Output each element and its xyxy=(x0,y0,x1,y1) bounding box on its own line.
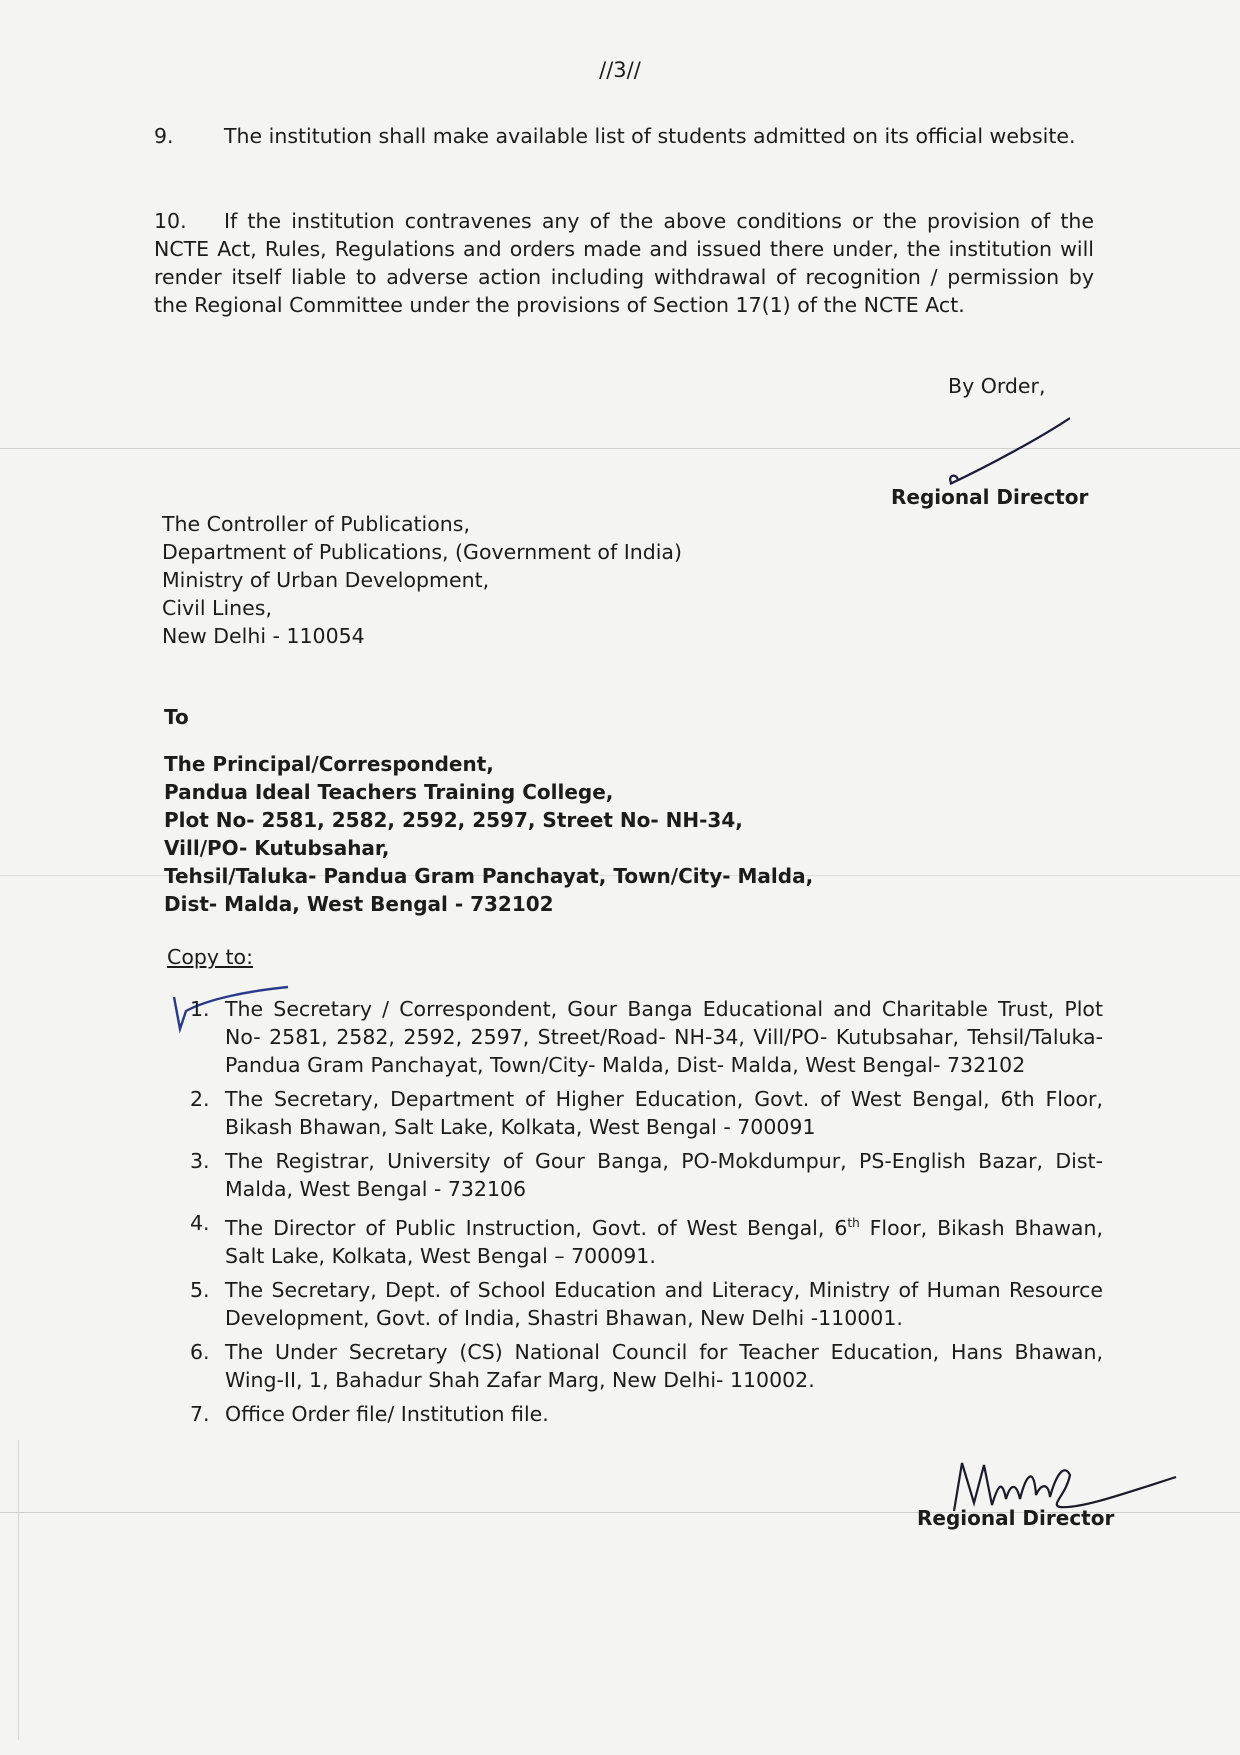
item-text-part: The Director of Public Instruction, Govt. of West Bengal, 6 xyxy=(225,1215,848,1240)
item-number: 6. xyxy=(190,1339,210,1364)
by-order: By Order, xyxy=(948,374,1046,398)
item-number: 5. xyxy=(190,1277,210,1302)
item-number: 2. xyxy=(190,1087,210,1111)
address-line: Tehsil/Taluka- Pandua Gram Panchayat, Town/City- Malda, xyxy=(164,864,814,888)
list-item xyxy=(190,1400,1103,1428)
clause-text: If the institution contravenes any of the above conditions or the provision of the NCTE Act, Rules, Regulations and orders made and issued there under, the institution will render itself liable to adverse action including withdrawal of recognition / permission by the Regional Committee under the provisions of Section 17(1) of the NCTE Act. xyxy=(154,209,1094,317)
list-item xyxy=(190,1085,1103,1141)
clause-number: 10. xyxy=(154,209,187,233)
item-number: 4. xyxy=(190,1211,210,1235)
list-item xyxy=(190,1338,1103,1394)
item-text-part: Floor, Bikash Bhawan, Salt Lake, Kolkata, West Bengal – 700091. xyxy=(225,1215,1104,1268)
item-number: 7. xyxy=(190,1401,210,1426)
address-line: The Controller of Publications, xyxy=(162,512,470,536)
list-item xyxy=(190,1209,1103,1270)
clause-10 xyxy=(154,207,1094,319)
address-line: Pandua Ideal Teachers Training College, xyxy=(164,780,614,804)
item-text: The Secretary / Correspondent, Gour Banga Educational and Charitable Trust, Plot No- 2581, 2582, 2592, 2597, Street/Road- NH-34, Vill/PO- Kutubsahar, Tehsil/Taluka- Pandua Gram Panchayat, Town/City- Malda, Dist- Malda, West Bengal- 732102 xyxy=(225,997,1103,1077)
address-line: Department of Publications, (Government of India) xyxy=(162,540,682,564)
page-number: //3// xyxy=(599,58,641,82)
clause-text: The institution shall make available list of students admitted on its official website. xyxy=(224,124,1076,148)
address-line: Ministry of Urban Development, xyxy=(162,568,490,592)
recipient-address xyxy=(164,750,813,918)
signatory-title: Regional Director xyxy=(917,1506,1115,1530)
item-text: The Under Secretary (CS) National Council for Teacher Education, Hans Bhawan, Wing-II, 1, Bahadur Shah Zafar Marg, New Delhi- 110002. xyxy=(225,1339,1103,1392)
item-text: The Secretary, Department of Higher Education, Govt. of West Bengal, 6th Floor, Bikash Bhawan, Salt Lake, Kolkata, West Bengal - 700091 xyxy=(225,1087,1103,1139)
signatory-title: Regional Director xyxy=(891,485,1089,509)
copy-to-label: Copy to: xyxy=(167,945,254,969)
item-number: 3. xyxy=(190,1149,210,1173)
copy-to-list xyxy=(190,995,1103,1434)
list-item xyxy=(190,995,1103,1079)
address-line: Vill/PO- Kutubsahar, xyxy=(164,836,390,860)
item-text: Office Order file/ Institution file. xyxy=(225,1401,549,1426)
item-text: The Secretary, Dept. of School Education and Literacy, Ministry of Human Resource Development, Govt. of India, Shastri Bhawan, New Delhi -110001. xyxy=(225,1277,1103,1330)
fold-line xyxy=(18,1440,19,1740)
signature-mark xyxy=(930,410,1070,490)
list-item xyxy=(190,1276,1103,1332)
address-line: Plot No- 2581, 2582, 2592, 2597, Street No- NH-34, xyxy=(164,808,743,832)
item-text xyxy=(225,1209,1103,1270)
item-text: The Registrar, University of Gour Banga, PO-Mokdumpur, PS-English Bazar, Dist-Malda, West Bengal - 732106 xyxy=(225,1149,1103,1201)
to-label: To xyxy=(164,705,189,729)
address-line: Civil Lines, xyxy=(162,596,272,620)
superscript: th xyxy=(847,1216,860,1230)
address-line: New Delhi - 110054 xyxy=(162,624,365,648)
list-item xyxy=(190,1147,1103,1203)
publications-address xyxy=(162,510,682,650)
address-line: Dist- Malda, West Bengal - 732102 xyxy=(164,892,554,916)
clause-9 xyxy=(154,122,1094,150)
item-number: 1. xyxy=(190,997,210,1021)
address-line: The Principal/Correspondent, xyxy=(164,752,494,776)
clause-number: 9. xyxy=(154,124,174,148)
